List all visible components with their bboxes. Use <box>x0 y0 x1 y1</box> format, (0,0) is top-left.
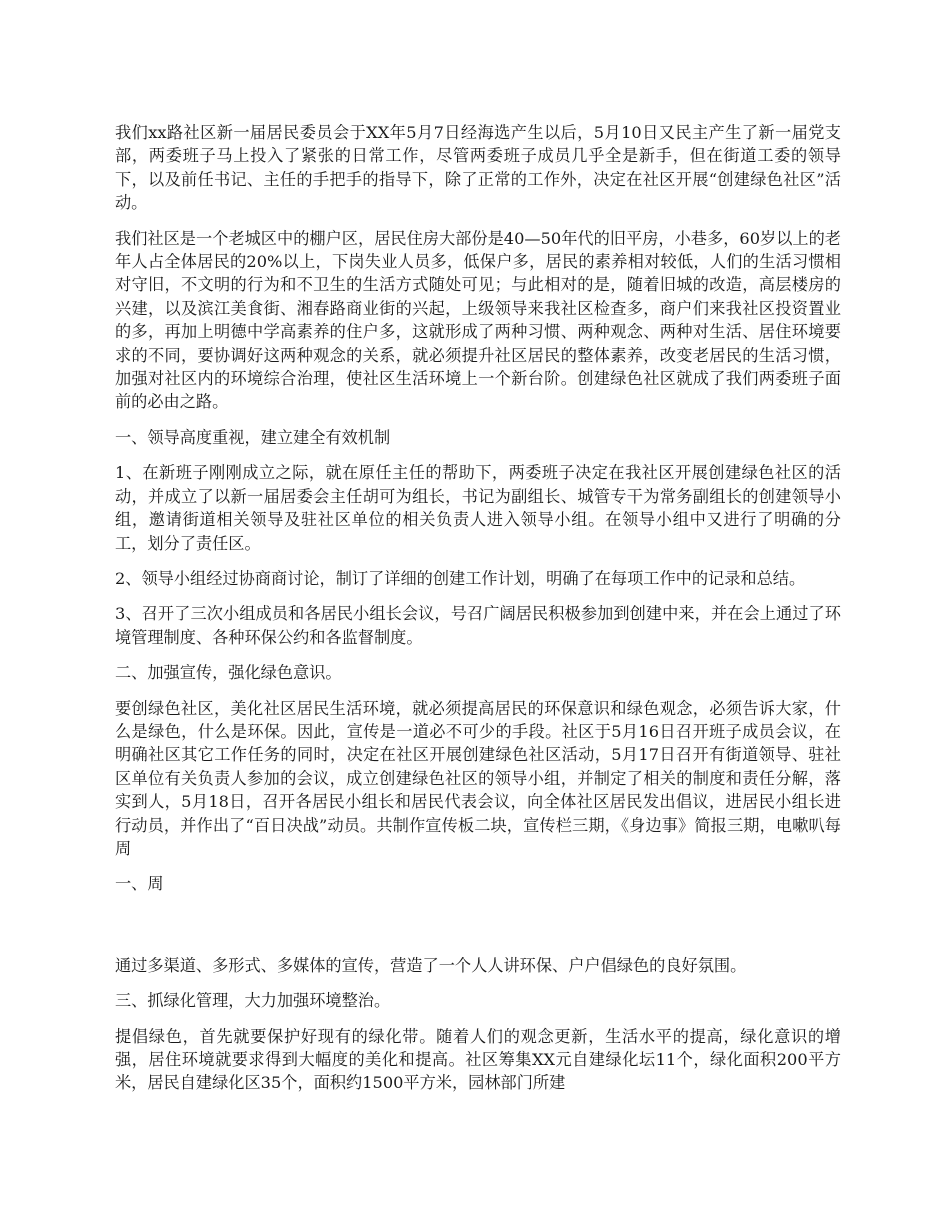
section-heading-3: 三、抓绿化管理，大力加强环境整治。 <box>115 991 391 1011</box>
document-page <box>115 121 841 1107</box>
paragraph-fragment: 一、周 <box>115 874 164 894</box>
paragraph-background: 我们社区是一个老城区中的棚户区，居民住房大部份是40—50年代的旧平房，小巷多，60岁以上的老年人占全体居民的20%以上，下岗失业人员多，低保户多，居民的素养相对较低，人们的生活习惯相对守旧，不文明的行为和不卫生的生活方式随处可见；与此相对的是，随着旧城的改造，高层楼房的兴建，以及滨江美食街、湘春路商业街的兴起，上级领导来我社区检查多，商户们来我社区投资置业的多，再加上明德中学高素养的住户多，这就形成了两种习惯、两种观念、两种对生活、居住环境要求的不同，要协调好这两种观念的关系，就必须提升社区居民的整体素养，改变老居民的生活习惯，加强对社区内的环境综合治理，使社区生活环境上一个新台阶。创建绿色社区就成了我们两委班子面前的必由之路。 <box>115 228 841 412</box>
list-item-2: 2、领导小组经过协商商讨论，制订了详细的创建工作计划，明确了在每项工作中的记录和总结。 <box>115 568 806 588</box>
section-heading-1: 一、领导高度重视，建立建全有效机制 <box>115 427 391 447</box>
section-heading-2: 二、加强宣传，强化绿色意识。 <box>115 663 342 683</box>
paragraph-greening: 提倡绿色，首先就要保护好现有的绿化带。随着人们的观念更新，生活水平的提高，绿化意识的增强，居住环境就要求得到大幅度的美化和提高。社区筹集XX元自建绿化坛11个，绿化面积200平方米，居民自建绿化区35个，面积约1500平方米，园林部门所建 <box>115 1026 841 1093</box>
list-item-3: 3、召开了三次小组成员和各居民小组长会议，号召广阔居民积极参加到创建中来，并在会上通过了环境管理制度、各种环保公约和各监督制度。 <box>115 604 841 647</box>
paragraph-publicity: 要创绿色社区，美化社区居民生活环境，就必须提高居民的环保意识和绿色观念，必须告诉大家，什么是绿色，什么是环保。因此，宣传是一道必不可少的手段。社区于5月16日召开班子成员会议，在明确社区其它工作任务的同时，决定在社区开展创建绿色社区活动，5月17日召开有街道领导、驻社区单位有关负责人参加的会议，成立创建绿色社区的领导小组，并制定了相关的制度和责任分解，落实到人，5月18日，召开各居民小组长和居民代表会议，向全体社区居民发出倡议，进居民小组长进行动员，并作出了“百日决战”动员。共制作宣传板二块，宣传栏三期，《身边事》简报三期，电嗽叭每周 <box>115 698 841 858</box>
paragraph-atmosphere: 通过多渠道、多形式、多媒体的宣传，营造了一个人人讲环保、户户倡绿色的良好氛围。 <box>115 955 747 975</box>
paragraph-intro: 我们xx路社区新一届居民委员会于XX年5月7日经海选产生以后，5月10日又民主产生了新一届党支部，两委班子马上投入了紧张的日常工作，尽管两委班子成员几乎全是新手，但在街道工委的领导下，以及前任书记、主任的手把手的指导下，除了正常的工作外，决定在社区开展“创建绿色社区”活动。 <box>115 123 841 213</box>
list-item-1: 1、在新班子刚刚成立之际，就在原任主任的帮助下，两委班子决定在我社区开展创建绿色社区的活动，并成立了以新一届居委会主任胡可为组长，书记为副组长、城管专干为常务副组长的创建领导小组，邀请街道相关领导及驻社区单位的相关负责人进入领导小组。在领导小组中又进行了明确的分工，划分了责任区。 <box>115 463 841 553</box>
